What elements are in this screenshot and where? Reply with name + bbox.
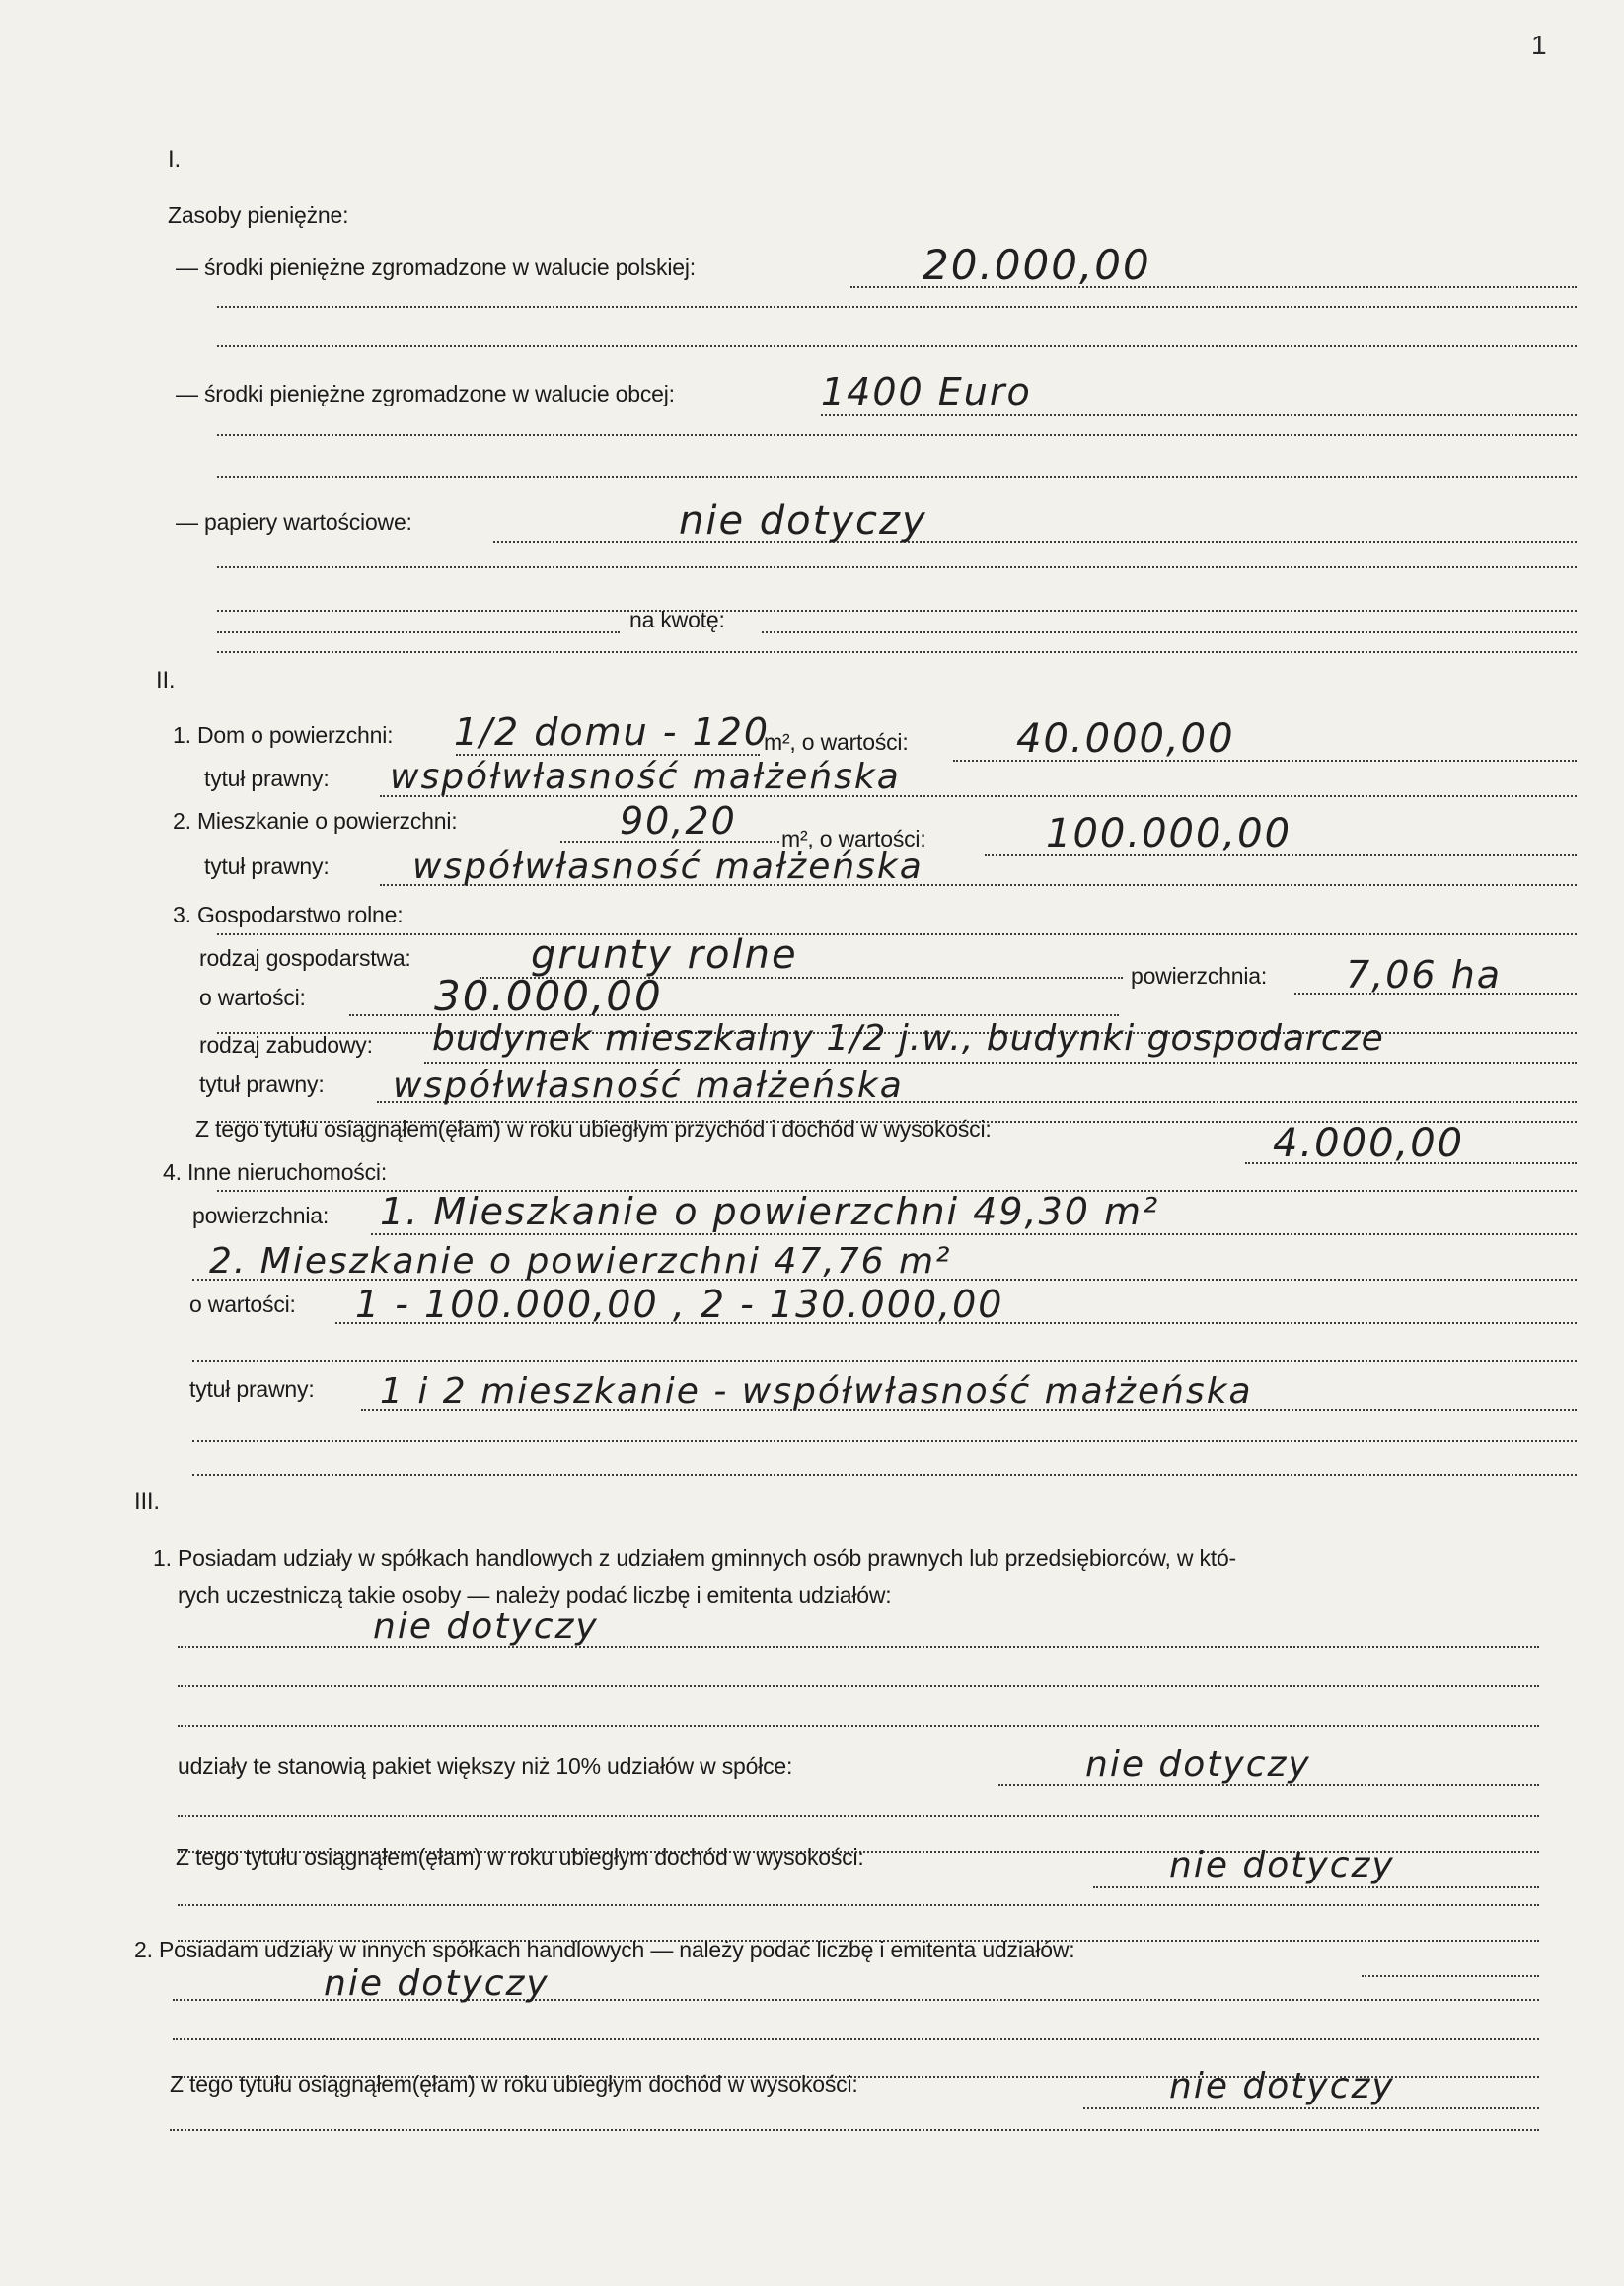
farm-income-label: Z tego tytułu osiągnąłem(ęłam) w roku ubiegłym przychód i dochód w wysokości: — [195, 1116, 992, 1142]
other-title-label: tytuł prawny: — [189, 1376, 315, 1402]
other-income-value: nie dotyczy — [1169, 2066, 1395, 2106]
other-area-line — [371, 1233, 1577, 1235]
blank-line — [192, 1474, 1577, 1476]
income-value: nie dotyczy — [1169, 1845, 1395, 1885]
blank-line — [217, 434, 1577, 436]
blank-line — [178, 1725, 1539, 1727]
other-value-label: o wartości: — [189, 1291, 296, 1317]
flat-area: 90,20 — [620, 799, 737, 843]
buildings-line — [424, 1062, 1577, 1064]
farm-title-label: tytuł prawny: — [199, 1071, 325, 1097]
blank-line — [170, 2129, 1539, 2131]
other-area-2: 2. Mieszkanie o powierzchni 47,76 m² — [209, 1241, 952, 1282]
section-1-title: Zasoby pieniężne: — [168, 202, 349, 228]
section-1-heading: I. — [168, 146, 181, 173]
cash-pln-label: — środki pieniężne zgromadzone w walucie polskiej: — [176, 255, 696, 280]
shares-label-line-2: rych uczestniczą takie osoby — należy podać liczbę i emitenta udziałów: — [178, 1583, 892, 1608]
farm-type: grunty rolne — [531, 932, 798, 978]
farm-title: współwłasność małżeńska — [393, 1066, 904, 1106]
other-area-line-2 — [192, 1279, 1577, 1281]
securities-value: nie dotyczy — [679, 498, 927, 544]
farm-type-label: rodzaj gospodarstwa: — [199, 945, 411, 971]
blank-line — [217, 306, 1577, 308]
shares-label-line-1: 1. Posiadam udziały w spółkach handlowych z udziałem gminnych osób prawnych lub przedsiębiorców, w któ- — [153, 1545, 1237, 1571]
flat-value: 100.000,00 — [1046, 811, 1292, 856]
securities-label: — papiery wartościowe: — [176, 509, 412, 535]
blank-line — [178, 1815, 1539, 1817]
blank-line — [192, 1440, 1577, 1442]
section-2-heading: II. — [156, 667, 176, 694]
blank-line — [217, 610, 1577, 612]
package-value: nie dotyczy — [1085, 1744, 1311, 1785]
farm-area-label: powierzchnia: — [1131, 963, 1268, 989]
house-label: 1. Dom o powierzchni: — [173, 722, 394, 748]
blank-line — [217, 933, 1577, 935]
farm-area: 7,06 ha — [1346, 953, 1503, 996]
buildings-label: rodzaj zabudowy: — [199, 1032, 373, 1058]
shares-value: nie dotyczy — [373, 1606, 599, 1647]
income-label: Z tego tytułu osiągnąłem(ęłam) w roku ubiegłym dochód w wysokości: — [176, 1844, 864, 1870]
house-area: 1/2 domu - 120 — [454, 710, 771, 754]
blank-line — [173, 2038, 1539, 2040]
blank-line — [217, 345, 1577, 347]
other-title: 1 i 2 mieszkanie - współwłasność małżeńska — [380, 1371, 1253, 1412]
flat-title: współwłasność małżeńska — [412, 847, 923, 887]
other-shares-line — [1362, 1975, 1539, 1977]
other-property-label: 4. Inne nieruchomości: — [163, 1159, 388, 1185]
cash-foreign-label: — środki pieniężne zgromadzone w walucie obcej: — [176, 381, 675, 406]
other-value: 1 - 100.000,00 , 2 - 130.000,00 — [355, 1283, 1004, 1326]
house-title-label: tytuł prawny: — [204, 766, 330, 791]
amount-label: na kwotę: — [629, 607, 725, 632]
amount-line — [762, 631, 1577, 633]
blank-line — [217, 651, 1577, 653]
cash-foreign-line — [821, 414, 1577, 416]
house-area-line — [456, 754, 760, 756]
other-income-label: Z tego tytułu osiągnąłem(ęłam) w roku ubiegłym dochód w wysokości: — [170, 2071, 858, 2097]
other-area-1: 1. Mieszkanie o powierzchni 49,30 m² — [380, 1190, 1160, 1233]
other-area-label: powierzchnia: — [192, 1203, 330, 1228]
other-income-line — [1083, 2107, 1539, 2109]
flat-value-label: m², o wartości: — [781, 826, 926, 851]
blank-line — [217, 476, 1577, 478]
flat-label: 2. Mieszkanie o powierzchni: — [173, 808, 458, 834]
blank-line — [192, 1360, 1577, 1362]
blank-line — [178, 1685, 1539, 1687]
farm-label: 3. Gospodarstwo rolne: — [173, 902, 404, 927]
blank-line — [178, 1904, 1539, 1906]
farm-value-label: o wartości: — [199, 985, 306, 1010]
buildings: budynek mieszkalny 1/2 j.w., budynki gospodarcze — [432, 1018, 1384, 1059]
house-value: 40.000,00 — [1016, 716, 1235, 762]
cash-pln-value: 20.000,00 — [923, 241, 1151, 289]
section-3-heading: III. — [134, 1488, 160, 1514]
other-shares-label: 2. Posiadam udziały w innych spółkach handlowych — należy podać liczbę i emitenta udziałów: — [134, 1937, 1075, 1962]
farm-income: 4.000,00 — [1273, 1121, 1465, 1166]
farm-value: 30.000,00 — [434, 972, 663, 1020]
page-number: 1 — [1531, 30, 1547, 60]
cash-foreign-value: 1400 Euro — [821, 370, 1032, 413]
house-value-label: m², o wartości: — [764, 729, 909, 755]
blank-line — [217, 566, 1577, 568]
flat-title-label: tytuł prawny: — [204, 853, 330, 879]
securities-line — [493, 541, 1577, 543]
other-shares-value: nie dotyczy — [324, 1963, 550, 2004]
income-line — [1093, 1886, 1539, 1888]
house-title: współwłasność małżeńska — [390, 757, 901, 797]
package-label: udziały te stanowią pakiet większy niż 10% udziałów w spółce: — [178, 1753, 793, 1779]
amount-line-left — [217, 631, 620, 633]
